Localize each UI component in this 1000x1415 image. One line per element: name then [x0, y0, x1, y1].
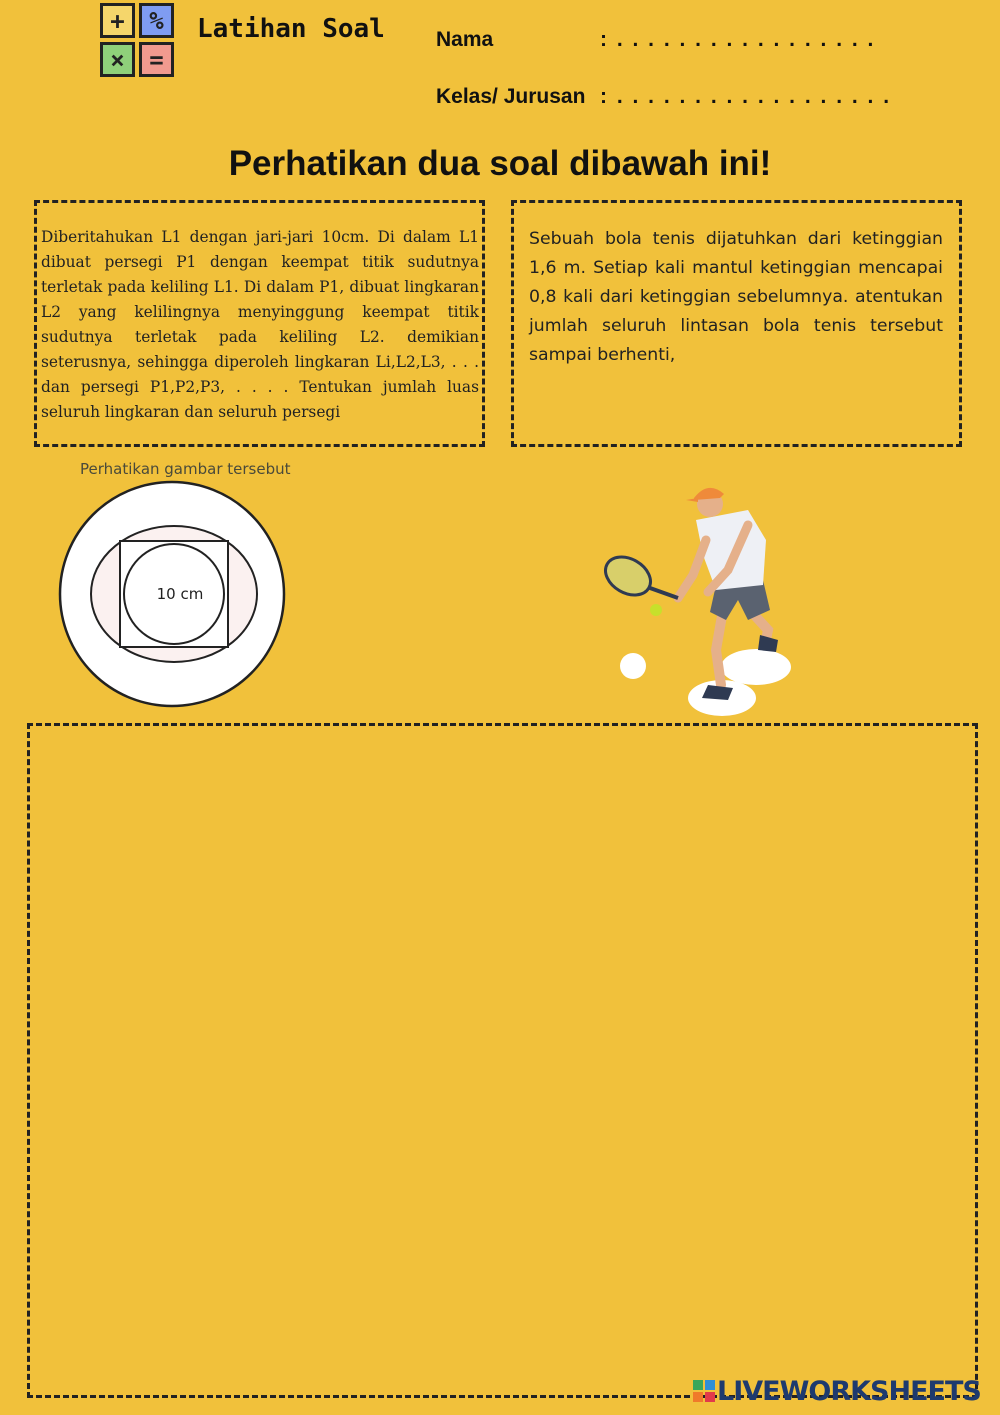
- question-2-box: [511, 200, 962, 447]
- name-label: Nama: [436, 28, 494, 51]
- plus-icon: +: [100, 3, 135, 38]
- question-1-box: [34, 200, 485, 447]
- percent-icon: %: [139, 3, 174, 38]
- multiply-icon: ×: [100, 42, 135, 77]
- tennis-player-illustration: [598, 480, 798, 720]
- answer-area[interactable]: [27, 723, 978, 1398]
- watermark-text: LIVEWORKSHEETS: [717, 1375, 981, 1407]
- name-field[interactable]: : . . . . . . . . . . . . . . . . .: [600, 28, 876, 51]
- equals-icon: =: [139, 42, 174, 77]
- calculator-logo: [100, 3, 178, 81]
- figure-caption: Perhatikan gambar tersebut: [80, 460, 291, 478]
- radius-label: 10 cm: [156, 585, 204, 603]
- watermark: [693, 1375, 981, 1407]
- brand-title: Latihan Soal: [197, 14, 385, 44]
- circle-square-figure: [58, 480, 288, 710]
- class-field[interactable]: : . . . . . . . . . . . . . . . . . .: [600, 85, 892, 108]
- page-title: Perhatikan dua soal dibawah ini!: [228, 144, 772, 183]
- class-label: Kelas/ Jurusan: [436, 85, 586, 108]
- question-1-text: Diberitahukan L1 dengan jari-jari 10cm. Di dalam L1 dibuat persegi P1 dengan keempat titik sudutnya terletak pada keliling L1. Di dalam P1, dibuat lingkaran L2 yang kelilingnya menyinggung keempat titik sudutnya terletak pada keliling L2. demikian seterusnya, sehingga diperoleh lingkaran Li,L2,L3, . . . dan persegi P1,P2,P3, . . . . Tentukan jumlah luas seluruh lingkaran dan seluruh persegi: [41, 228, 479, 421]
- liveworksheets-logo-icon: [693, 1380, 715, 1402]
- question-2-text: Sebuah bola tenis dijatuhkan dari ketinggian 1,6 m. Setiap kali mantul ketinggian mencapai 0,8 kali dari ketinggian sebelumnya. atentukan jumlah seluruh lintasan bola tenis tersebut sampai berhenti,: [529, 229, 943, 365]
